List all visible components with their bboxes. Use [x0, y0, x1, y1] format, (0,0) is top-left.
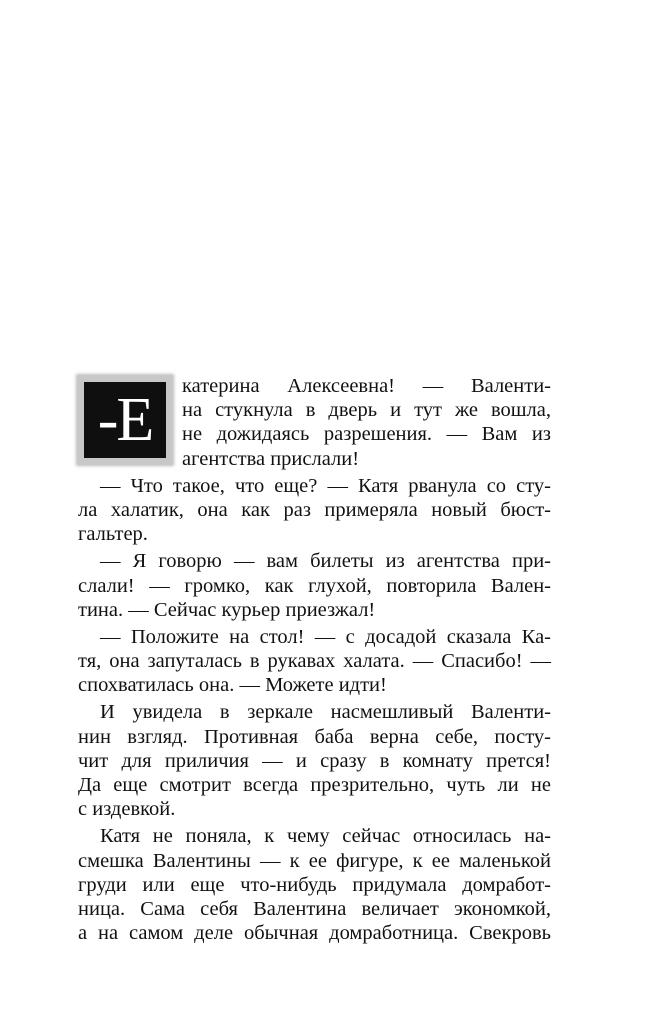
drop-cap: -Е — [84, 382, 166, 458]
text-line: агентства прислали! — [182, 447, 360, 470]
text-line: тя, она запуталась в рукавах халата. — Спасибо! — — [78, 650, 551, 673]
text-line: ла халатик, она как раз примеряла новый бюст- — [78, 498, 551, 521]
text-line: И увидела в зеркале насмешливый Валенти- — [100, 701, 551, 724]
paragraph-6 — [78, 824, 551, 945]
text-line: спохватилась она. — Можете идти! — [78, 674, 387, 697]
text-line: Катя не поняла, к чему сейчас относилась на- — [100, 825, 551, 848]
text-line: ница. Сама себя Валентина величает экономкой, — [78, 897, 551, 920]
text-line: не дожидаясь разрешения. — Вам из — [182, 423, 551, 446]
text-line: катерина Алексеевна! — Валенти- — [182, 375, 551, 397]
text-line: нин взгляд. Противная баба верна себе, посту- — [78, 725, 551, 748]
text-line: на стукнула в дверь и тут же вошла, — [182, 399, 551, 422]
book-page — [78, 374, 551, 945]
paragraph-4 — [78, 625, 551, 698]
paragraph-3 — [78, 549, 551, 622]
text-line: — Положите на стол! — с досадой сказала Ка- — [100, 625, 551, 648]
text-line: а на самом деле обычная домработница. Свекровь — [78, 922, 551, 945]
text-line: гальтер. — [78, 523, 148, 546]
text-line: Да еще смотрит всегда презрительно, чуть ли не — [78, 774, 551, 796]
text-line: груди или еще что-нибудь придумала домработ- — [78, 873, 551, 896]
paragraph-2 — [78, 474, 551, 547]
text-line: тина. — Сейчас курьер приезжал! — [78, 598, 376, 621]
paragraph-5 — [78, 700, 551, 821]
text-line: чит для приличия — и сразу в комнату прется! — [78, 749, 551, 772]
drop-cap-frame — [78, 376, 172, 464]
text-line: слали! — громко, как глухой, повторила Вален- — [78, 574, 551, 597]
text-line: — Что такое, что еще? — Катя рванула со сту- — [100, 474, 551, 497]
text-line: с издевкой. — [78, 798, 176, 821]
text-line: — Я говорю — вам билеты из агентства при- — [100, 550, 551, 573]
text-line: смешка Валентины — к ее фигуре, к ее маленькой — [78, 849, 551, 872]
